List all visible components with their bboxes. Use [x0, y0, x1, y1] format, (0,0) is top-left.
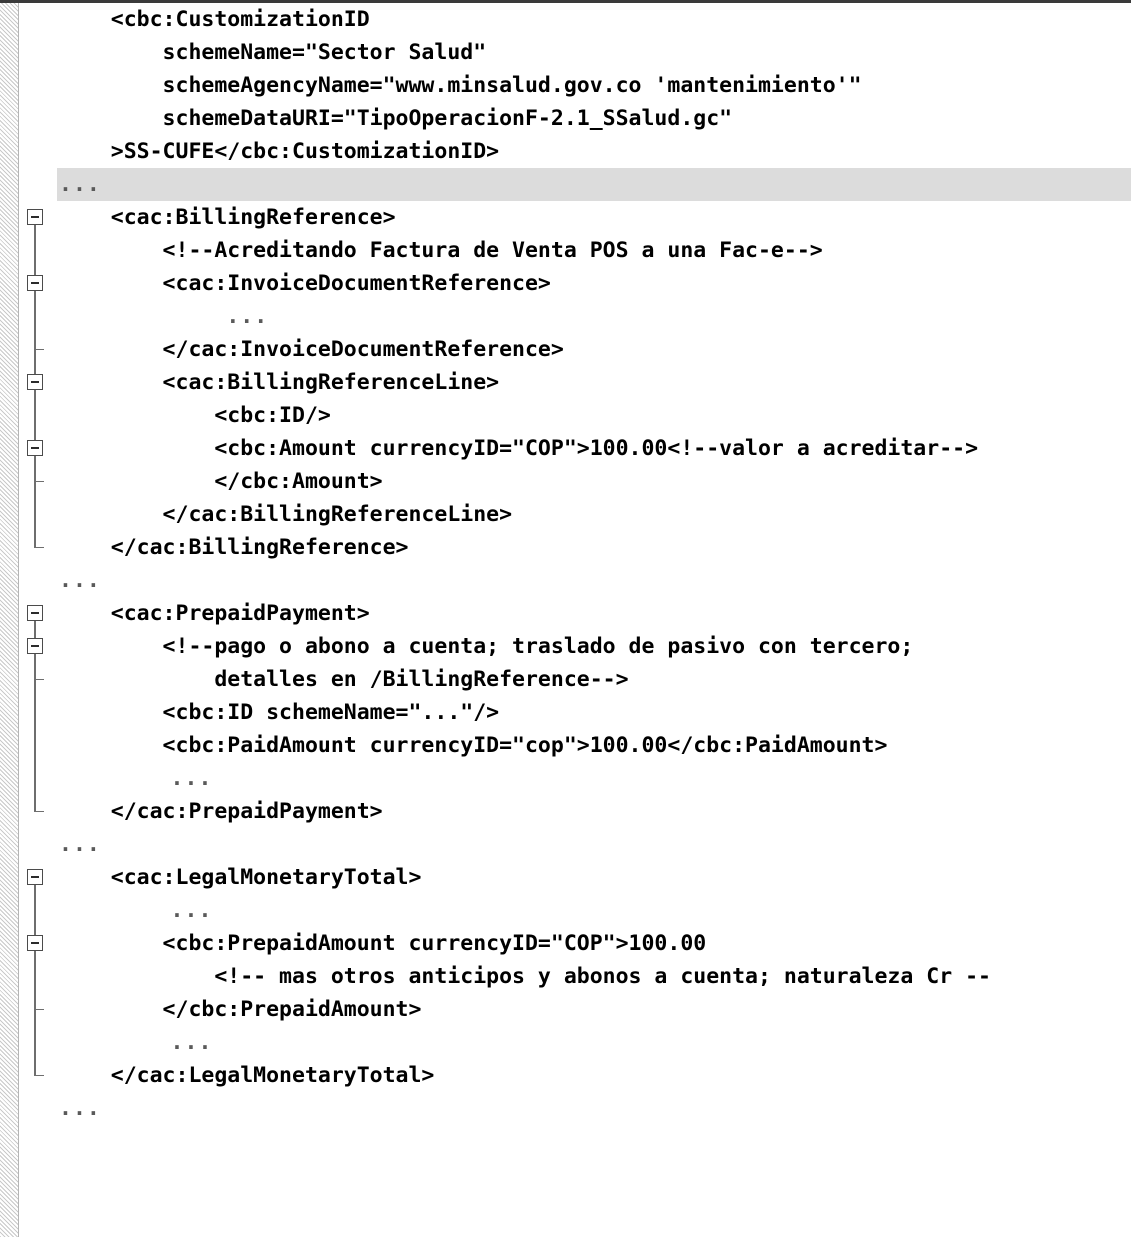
fold-guide-line: [34, 456, 36, 465]
code-line-text: <cac:InvoiceDocumentReference>: [59, 271, 551, 296]
code-line-text: <cbc:ID schemeName="..."/>: [59, 700, 500, 725]
fold-guide-line[interactable]: [19, 729, 57, 762]
code-line-text: schemeAgencyName="www.minsalud.gov.co 'mantenimiento'": [59, 73, 862, 98]
fold-minus-box[interactable]: [27, 605, 43, 621]
fold-branch-marker[interactable]: [19, 333, 57, 366]
code-line[interactable]: [57, 366, 1131, 399]
fold-marker-column[interactable]: [19, 3, 57, 1237]
code-line[interactable]: [57, 1059, 1131, 1092]
fold-guide-line: [34, 696, 36, 729]
fold-collapse-icon[interactable]: [19, 201, 57, 234]
fold-end-line: [34, 795, 36, 812]
code-line[interactable]: [57, 1092, 1131, 1125]
code-line-ellipsis: ...: [59, 766, 213, 791]
code-line-text: <cac:PrepaidPayment>: [59, 601, 370, 626]
code-line-ellipsis: ...: [59, 832, 101, 857]
code-line[interactable]: [57, 696, 1131, 729]
fold-end-marker[interactable]: [19, 531, 57, 564]
code-line[interactable]: [57, 3, 1131, 36]
code-line[interactable]: [57, 465, 1131, 498]
code-line-ellipsis: ...: [59, 172, 101, 197]
code-line[interactable]: [57, 1026, 1131, 1059]
fold-guide-line[interactable]: [19, 696, 57, 729]
code-line[interactable]: [57, 300, 1131, 333]
fold-collapse-icon[interactable]: [19, 267, 57, 300]
fold-empty: [19, 36, 57, 69]
code-line[interactable]: [57, 993, 1131, 1026]
code-line[interactable]: [57, 135, 1131, 168]
code-line[interactable]: [57, 630, 1131, 663]
fold-guide-line[interactable]: [19, 498, 57, 531]
fold-empty: [19, 69, 57, 102]
code-line[interactable]: [57, 498, 1131, 531]
fold-collapse-icon[interactable]: [19, 432, 57, 465]
code-line-ellipsis: ...: [59, 568, 101, 593]
fold-guide-line: [34, 885, 36, 894]
code-line-text: </cac:LegalMonetaryTotal>: [59, 1063, 435, 1088]
code-line-text: <cbc:ID/>: [59, 403, 331, 428]
fold-guide-line: [34, 390, 36, 399]
fold-guide-line: [34, 498, 36, 531]
fold-guide-line[interactable]: [19, 762, 57, 795]
fold-empty: [19, 168, 57, 201]
fold-collapse-icon[interactable]: [19, 861, 57, 894]
fold-collapse-icon[interactable]: [19, 597, 57, 630]
fold-branch-line: [34, 333, 36, 366]
code-line[interactable]: [57, 267, 1131, 300]
code-line-text: <!--pago o abono a cuenta; traslado de pasivo con tercero;: [59, 634, 914, 659]
fold-minus-box[interactable]: [27, 638, 43, 654]
fold-branch-line: [34, 465, 36, 498]
fold-guide-line: [34, 951, 36, 960]
code-line-ellipsis: ...: [59, 304, 269, 329]
code-line-text: schemeName="Sector Salud": [59, 40, 487, 65]
fold-guide-line: [34, 300, 36, 333]
code-line[interactable]: [57, 102, 1131, 135]
fold-collapse-icon[interactable]: [19, 366, 57, 399]
code-line-text: </cbc:Amount>: [59, 469, 383, 494]
code-line-text: <!-- mas otros anticipos y abonos a cuenta; naturaleza Cr --: [59, 964, 991, 989]
code-line-text: <cbc:PrepaidAmount currencyID="COP">100.00: [59, 931, 707, 956]
fold-branch-marker[interactable]: [19, 465, 57, 498]
code-line-text: detalles en /BillingReference-->: [59, 667, 629, 692]
code-line[interactable]: [57, 828, 1131, 861]
code-line[interactable]: [57, 861, 1131, 894]
code-line[interactable]: [57, 597, 1131, 630]
fold-branch-line: [34, 663, 36, 696]
fold-collapse-icon[interactable]: [19, 630, 57, 663]
code-line[interactable]: [57, 564, 1131, 597]
code-line[interactable]: [57, 333, 1131, 366]
code-line-text: </cbc:PrepaidAmount>: [59, 997, 422, 1022]
code-line-text: schemeDataURI="TipoOperacionF-2.1_SSalud.gc": [59, 106, 733, 131]
code-line-ellipsis: ...: [59, 1030, 213, 1055]
fold-guide-line[interactable]: [19, 300, 57, 333]
code-line-ellipsis: ...: [59, 898, 213, 923]
code-line[interactable]: [57, 201, 1131, 234]
code-line[interactable]: [57, 168, 1131, 201]
code-line-text: <cbc:CustomizationID: [59, 7, 370, 32]
fold-end-marker[interactable]: [19, 795, 57, 828]
fold-empty: [19, 564, 57, 597]
fold-guide-line[interactable]: [19, 1026, 57, 1059]
fold-minus-box[interactable]: [27, 275, 43, 291]
code-line[interactable]: [57, 69, 1131, 102]
code-line[interactable]: [57, 432, 1131, 465]
fold-empty: [19, 3, 57, 36]
fold-end-marker[interactable]: [19, 1059, 57, 1092]
fold-guide-line: [34, 225, 36, 234]
fold-end-line: [34, 531, 36, 548]
code-line[interactable]: [57, 663, 1131, 696]
code-line-text: </cac:InvoiceDocumentReference>: [59, 337, 564, 362]
fold-minus-box[interactable]: [27, 374, 43, 390]
code-line[interactable]: [57, 36, 1131, 69]
code-line[interactable]: [57, 729, 1131, 762]
fold-empty: [19, 828, 57, 861]
fold-guide-line: [34, 729, 36, 762]
fold-guide-line: [34, 399, 36, 432]
code-line[interactable]: [57, 531, 1131, 564]
fold-empty: [19, 102, 57, 135]
code-line[interactable]: [57, 234, 1131, 267]
code-line-text: <!--Acreditando Factura de Venta POS a una Fac-e-->: [59, 238, 823, 263]
fold-guide-line: [34, 960, 36, 993]
code-line[interactable]: [57, 960, 1131, 993]
fold-guide-line[interactable]: [19, 894, 57, 927]
code-line[interactable]: [57, 762, 1131, 795]
code-line-text: </cac:PrepaidPayment>: [59, 799, 383, 824]
fold-minus-box[interactable]: [27, 935, 43, 951]
fold-branch-line: [34, 993, 36, 1026]
fold-minus-box[interactable]: [27, 209, 43, 225]
fold-guide-line: [34, 654, 36, 663]
code-line-text: <cac:BillingReferenceLine>: [59, 370, 500, 395]
code-line-text: >SS-CUFE</cbc:CustomizationID>: [59, 139, 500, 164]
code-line-text: <cac:LegalMonetaryTotal>: [59, 865, 422, 890]
code-line-ellipsis: ...: [59, 1096, 101, 1121]
code-line-text: </cac:BillingReference>: [59, 535, 409, 560]
code-line-text: <cac:BillingReference>: [59, 205, 396, 230]
fold-guide-line: [34, 762, 36, 795]
code-line[interactable]: [57, 894, 1131, 927]
fold-guide-line[interactable]: [19, 234, 57, 267]
fold-guide-line: [34, 234, 36, 267]
code-line-text: <cbc:PaidAmount currencyID="cop">100.00</cbc:PaidAmount>: [59, 733, 888, 758]
fold-branch-marker[interactable]: [19, 663, 57, 696]
fold-collapse-icon[interactable]: [19, 927, 57, 960]
fold-branch-marker[interactable]: [19, 993, 57, 1026]
fold-end-line: [34, 1059, 36, 1076]
code-text-area[interactable]: [57, 3, 1131, 1237]
fold-guide-line: [34, 1026, 36, 1059]
fold-guide-line[interactable]: [19, 399, 57, 432]
code-line[interactable]: [57, 399, 1131, 432]
code-line-text: <cbc:Amount currencyID="COP">100.00<!--valor a acreditar-->: [59, 436, 979, 461]
fold-guide-line[interactable]: [19, 960, 57, 993]
editor-left-margin: [0, 3, 19, 1237]
fold-guide-line: [34, 291, 36, 300]
fold-empty: [19, 1092, 57, 1125]
fold-guide-line: [34, 621, 36, 630]
code-line[interactable]: [57, 927, 1131, 960]
fold-empty: [19, 135, 57, 168]
code-line-text: </cac:BillingReferenceLine>: [59, 502, 513, 527]
code-line[interactable]: [57, 795, 1131, 828]
fold-minus-box[interactable]: [27, 440, 43, 456]
fold-minus-box[interactable]: [27, 869, 43, 885]
fold-guide-line: [34, 894, 36, 927]
